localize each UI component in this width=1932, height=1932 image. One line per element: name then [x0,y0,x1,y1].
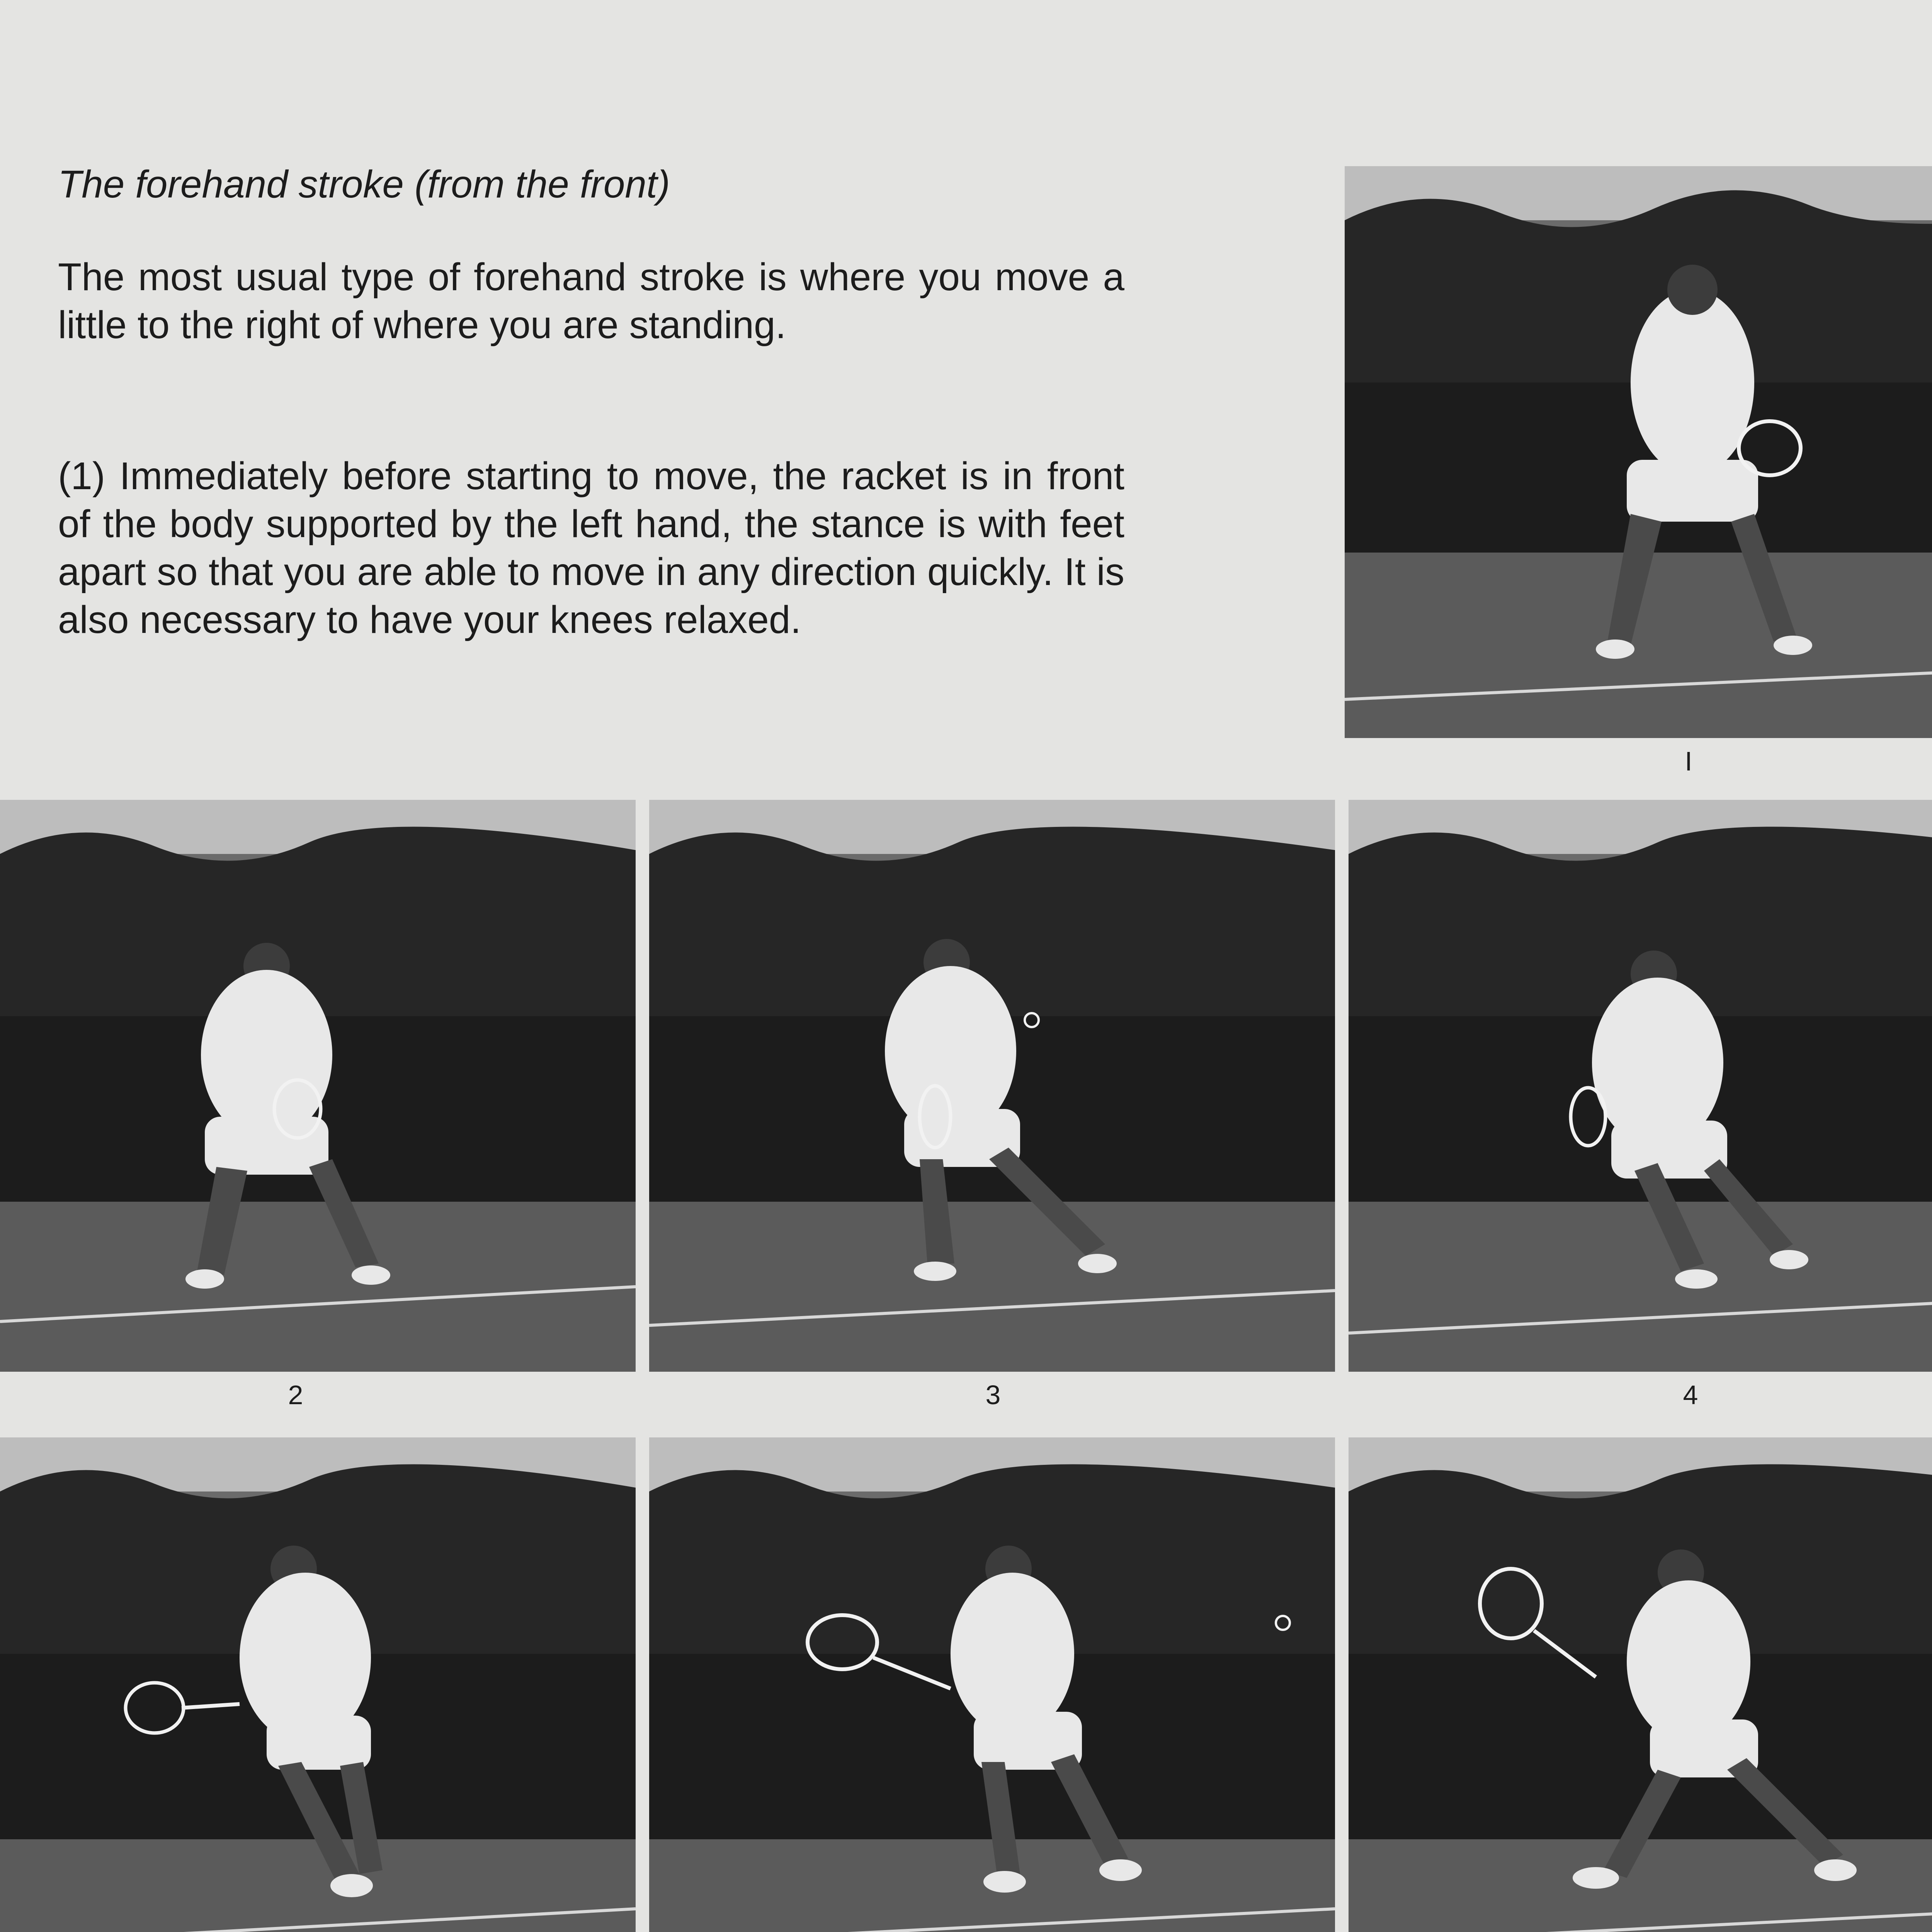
section-heading: The forehand stroke (from the front) [58,163,670,206]
photo-1-ready-position [1345,166,1932,738]
step-1-paragraph: (1) Immediately before starting to move, the racket is in front of the body supported by the left hand, the stance is with feet apart so that you are able to move in any direction quickly. It is also necessary to have your knees relaxed. [58,454,1124,641]
photo-4 [1349,800,1932,1372]
photo-5 [0,1437,636,1932]
intro-paragraph: The most usual type of forehand stroke is where you move a little to the right of where you are standing. [58,255,1124,347]
photo-7 [1349,1437,1932,1932]
figure-number: I [1685,746,1692,776]
figure-number: 3 [985,1380,1001,1410]
photo-3 [649,800,1335,1372]
figure-number: 2 [288,1380,303,1410]
figure-number: 4 [1683,1380,1698,1410]
photo-2 [0,800,636,1372]
photo-6 [649,1437,1335,1932]
